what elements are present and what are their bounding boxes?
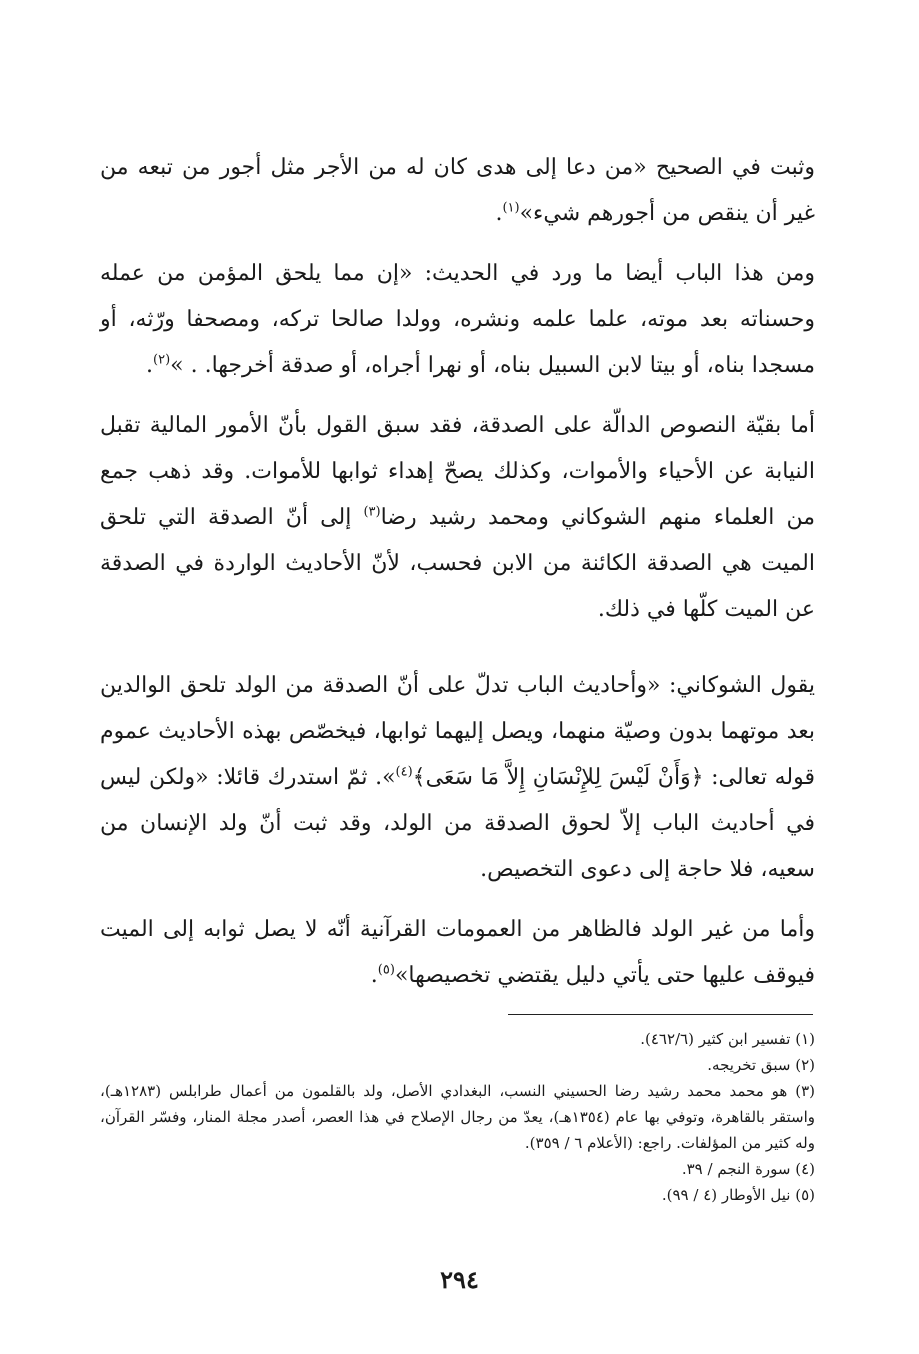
- paragraph-4-text-a: يقول الشوكاني: «وأحاديث الباب تدلّ على أنّ الصدقة من الولد تلحق الوالدين بعد موتهما بدون وصيّة منهما، ويصل إليهما ثوابها، فيخصّص بهذه الأحاديث عموم قوله تعالى: ﴿وَأَنْ لَيْسَ لِلإِنْسَانِ إِلاَّ مَا سَعَى﴾: [100, 673, 815, 790]
- paragraph-2-text: ومن هذا الباب أيضا ما ورد في الحديث: «إن مما يلحق المؤمن من عمله وحسناته بعد موته، علما علمه ونشره، وولدا صالحا تركه، ومصحفا ورّثه، أو مسجدا بناه، أو بيتا لابن السبيل بناه، أو نهرا أجراه، أو صدقة أخرجها. . »: [100, 261, 815, 378]
- footnote-1: (١) تفسير ابن كثير (٤٦٢/٦).: [640, 1030, 815, 1048]
- paragraph-1: [100, 145, 815, 237]
- paragraph-1-text: وثبت في الصحيح «من دعا إلى هدى كان له من الأجر مثل أجور من تبعه من غير أن ينقص من أجورهم شيء»: [100, 155, 815, 226]
- paragraph-2: [100, 251, 815, 389]
- paragraph-4-text-b: ». ثمّ استدرك قائلا: «ولكن ليس في أحاديث الباب إلاّ لحوق الصدقة من الولد، وقد ثبت أنّ ولد الإنسان من سعيه، فلا حاجة إلى دعوى التخصيص.: [100, 765, 815, 882]
- main-text: [100, 145, 815, 1013]
- footnote-marker-4: (٤): [395, 764, 413, 780]
- footnote-3: (٣) هو محمد محمد رشيد رضا الحسيني النسب، البغدادي الأصل، ولد بالقلمون من أعمال طرابلس (١٢٨٣هـ)، واستقر بالقاهرة، وتوفي بها عام (١٣٥٤هـ)، يعدّ من رجال الإصلاح في هذا العصر، أصدر مجلة المنار، وفسّر القرآن، وله كثير من المؤلفات. راجع: (الأعلام ٦ / ٣٥٩).: [100, 1082, 815, 1152]
- footnote-5: (٥) نيل الأوطار (٤ / ٩٩).: [661, 1186, 815, 1204]
- footnote-marker-5: (٥): [377, 962, 395, 978]
- footnote-4: (٤) سورة النجم / ٣٩.: [681, 1160, 815, 1178]
- paragraph-3-text-a: أما بقيّة النصوص الدالّة على الصدقة، فقد سبق القول بأنّ الأمور المالية تقبل النيابة عن الأحياء والأموات، وكذلك يصحّ إهداء ثوابها للأموات. وقد ذهب جمع من العلماء منهم الشوكاني ومحمد رشيد رضا: [100, 413, 815, 530]
- paragraph-4: [100, 663, 815, 893]
- paragraph-3-text-b: إلى أنّ الصدقة التي تلحق الميت هي الصدقة الكائنة من الابن فحسب، لأنّ الأحاديث الواردة في الصدقة عن الميت كلّها في ذلك.: [100, 505, 815, 622]
- footnote-2: (٢) سبق تخريجه.: [707, 1056, 815, 1074]
- footnote-marker-3: (٣): [363, 504, 381, 520]
- footnote-marker-2: (٢): [153, 352, 171, 368]
- paragraph-5-text: وأما من غير الولد فالظاهر من العمومات القرآنية أنّه لا يصل ثوابه إلى الميت فيوقف عليها حتى يأتي دليل يقتضي تخصيصها»: [100, 917, 815, 988]
- footnote-divider: [508, 1014, 813, 1015]
- footnote-marker-1: (١): [502, 200, 520, 216]
- paragraph-2-tail: .: [146, 353, 153, 378]
- paragraph-5: [100, 907, 815, 999]
- paragraph-1-tail: .: [495, 201, 503, 226]
- footnotes: [100, 1026, 815, 1208]
- page-number: ٢٩٤: [440, 1265, 479, 1294]
- paragraph-3: [100, 403, 815, 633]
- paragraph-5-tail: .: [370, 963, 378, 988]
